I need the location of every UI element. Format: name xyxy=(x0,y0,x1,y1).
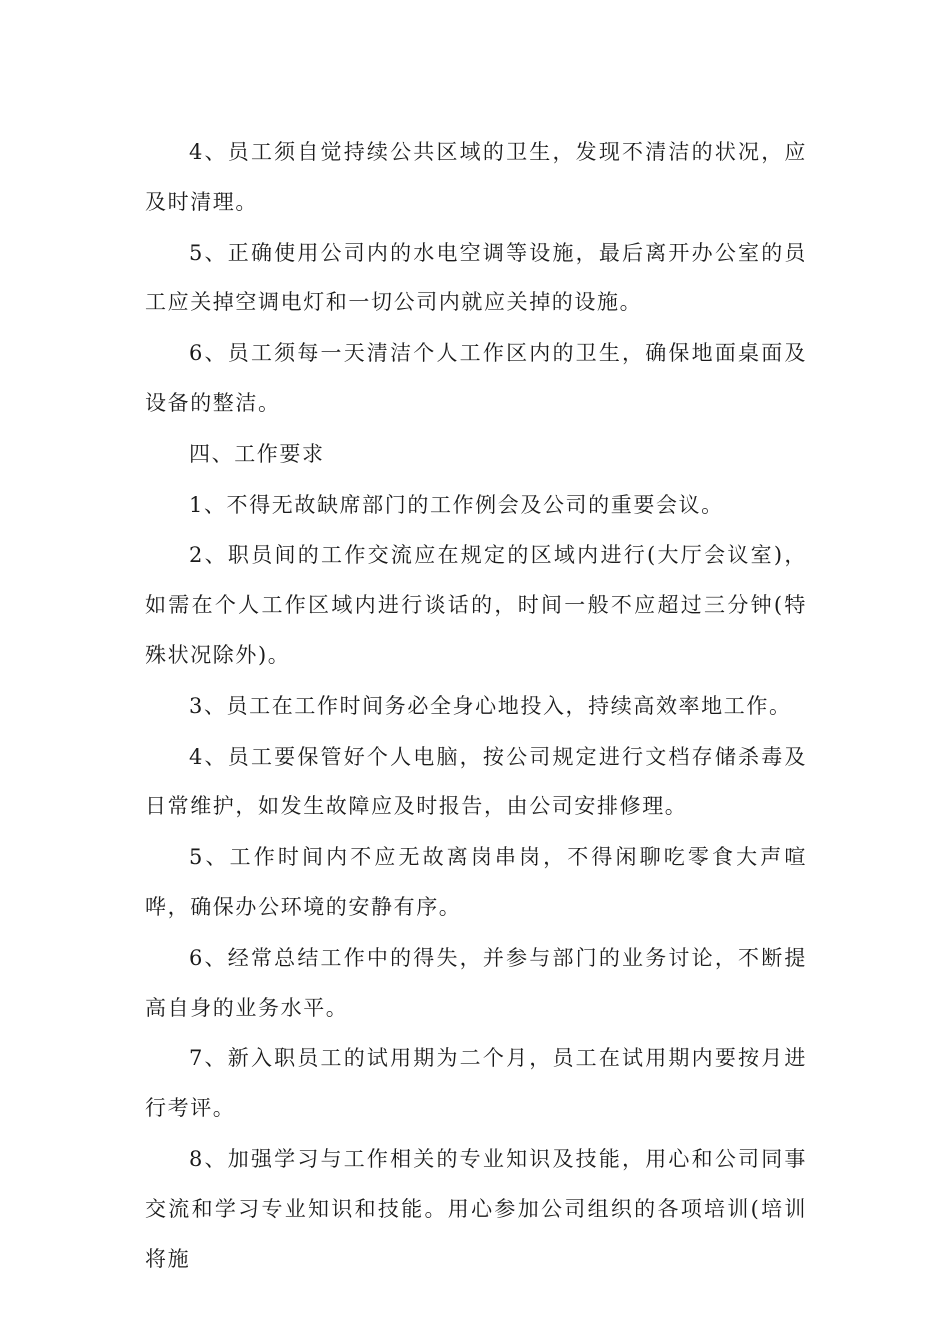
paragraph-req-7: 7、新入职员工的试用期为二个月，员工在试用期内要按月进行考评。 xyxy=(145,1046,807,1121)
paragraph-req-3: 3、员工在工作时间务必全身心地投入，持续高效率地工作。 xyxy=(189,693,792,718)
section-heading: 四、工作要求 xyxy=(189,441,325,466)
paragraph-item-5-facilities: 5、正确使用公司内的水电空调等设施，最后离开办公室的员工应关掉空调电灯和一切公司内就应关掉的设施。 xyxy=(145,240,807,315)
paragraph-req-4: 4、员工要保管好个人电脑，按公司规定进行文档存储杀毒及日常维护，如发生故障应及时报告，由公司安排修理。 xyxy=(145,744,807,819)
paragraph-req-5: 5、工作时间内不应无故离岗串岗，不得闲聊吃零食大声喧哗，确保办公环境的安静有序。 xyxy=(145,845,807,919)
paragraph-req-2: 2、职员间的工作交流应在规定的区域内进行(大厅会议室)，如需在个人工作区域内进行谈话的，时间一般不应超过三分钟(特殊状况除外)。 xyxy=(145,543,807,667)
paragraph-req-6: 6、经常总结工作中的得失，并参与部门的业务讨论，不断提高自身的业务水平。 xyxy=(145,945,807,1020)
paragraph-item-4-hygiene: 4、员工须自觉持续公共区域的卫生，发现不清洁的状况，应及时清理。 xyxy=(145,140,807,214)
paragraph-item-6-workspace: 6、员工须每一天清洁个人工作区内的卫生，确保地面桌面及设备的整洁。 xyxy=(145,341,807,415)
document-body xyxy=(145,128,807,1285)
paragraph-req-1: 1、不得无故缺席部门的工作例会及公司的重要会议。 xyxy=(189,492,724,517)
paragraph-req-8: 8、加强学习与工作相关的专业知识及技能，用心和公司同事交流和学习专业知识和技能。用心参加公司组织的各项培训(培训将施 xyxy=(145,1146,807,1271)
